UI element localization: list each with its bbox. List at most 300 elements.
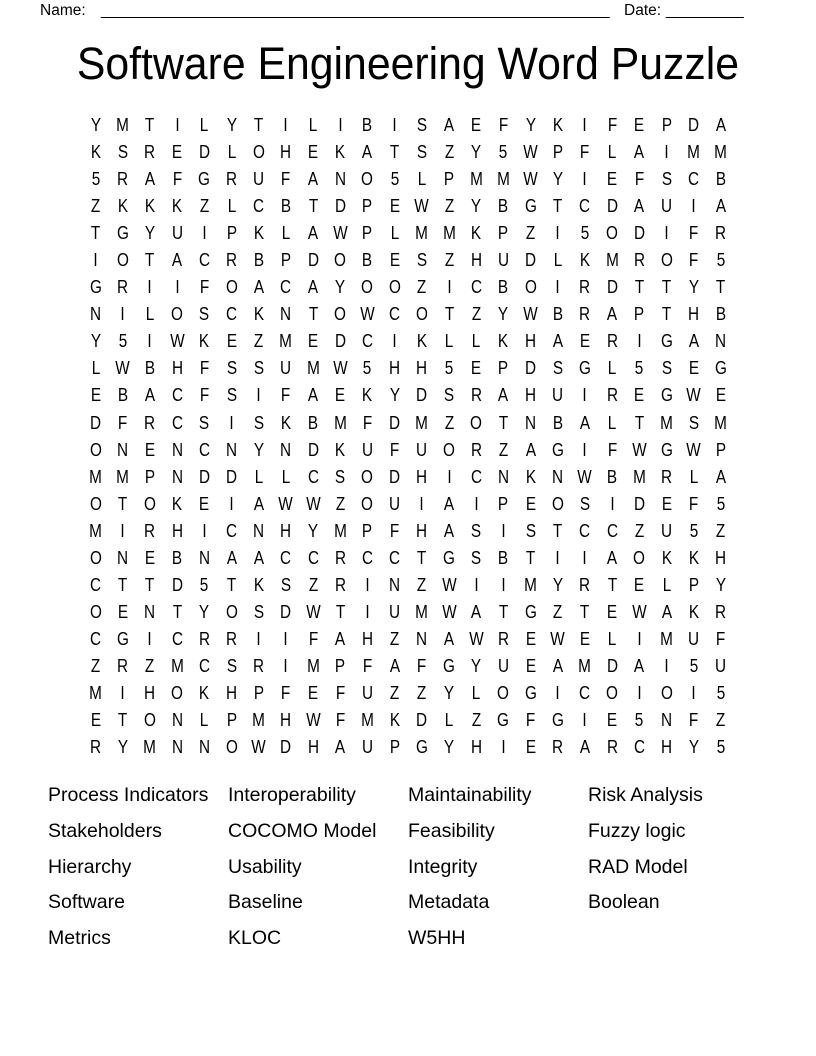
grid-letter: N <box>552 466 564 487</box>
word-list-item: Interoperability <box>228 784 356 806</box>
grid-letter: O <box>388 277 401 298</box>
grid-letter: B <box>172 547 183 568</box>
grid-letter: P <box>661 115 672 136</box>
grid-letter: N <box>144 601 156 622</box>
grid-letter: N <box>90 304 102 325</box>
grid-letter: P <box>253 683 264 703</box>
grid-letter: L <box>308 115 318 136</box>
grid-letter: G <box>551 710 564 731</box>
grid-letter: R <box>334 547 346 568</box>
grid-letter: L <box>281 466 291 487</box>
grid-letter: U <box>688 628 700 649</box>
grid-letter: I <box>582 115 588 136</box>
grid-letter: I <box>610 493 615 514</box>
word-list-column-2 <box>228 778 408 957</box>
grid-letter: D <box>171 574 183 595</box>
grid-letter: 5 <box>200 574 209 595</box>
grid-letter: W <box>550 628 566 649</box>
grid-letter: W <box>305 710 321 731</box>
grid-letter: K <box>253 574 264 595</box>
grid-letter: D <box>416 710 428 731</box>
grid-letter: D <box>90 412 102 433</box>
grid-letter: T <box>498 601 509 622</box>
grid-letter: G <box>116 628 129 649</box>
word-list-item: Stakeholders <box>48 819 162 842</box>
grid-letter: B <box>552 412 563 433</box>
grid-letter: O <box>361 466 374 487</box>
grid-letter: S <box>117 142 128 163</box>
grid-letter: O <box>225 737 238 758</box>
grid-letter: E <box>525 655 536 676</box>
grid-letter: M <box>660 628 673 649</box>
grid-letter: I <box>555 547 560 568</box>
grid-letter: A <box>443 115 455 136</box>
grid-letter: H <box>144 683 156 703</box>
grid-letter: N <box>171 439 183 460</box>
grid-letter: R <box>334 574 346 595</box>
grid-letter: W <box>360 304 375 325</box>
grid-letter: D <box>198 466 210 487</box>
grid-letter: F <box>362 655 373 676</box>
grid-letter: D <box>389 412 401 433</box>
grid-letter: Y <box>471 655 482 676</box>
grid-letter: M <box>279 331 293 352</box>
grid-letter: 5 <box>635 358 644 379</box>
grid-letter: E <box>634 574 645 595</box>
grid-letter: S <box>552 358 563 379</box>
grid-letter: K <box>199 683 210 703</box>
grid-letter: I <box>365 574 370 595</box>
grid-letter: M <box>252 710 266 731</box>
grid-letter: C <box>633 737 645 758</box>
grid-letter: A <box>144 169 156 190</box>
grid-letter: O <box>361 493 374 514</box>
grid-letter: A <box>335 737 346 758</box>
grid-letter: O <box>144 493 156 514</box>
grid-letter: N <box>198 737 210 758</box>
grid-letter: F <box>281 385 291 406</box>
grid-letter: E <box>389 196 400 217</box>
grid-letter: I <box>229 412 234 433</box>
grid-letter: L <box>553 250 563 271</box>
grid-letter: S <box>688 412 699 433</box>
grid-letter: L <box>444 710 454 731</box>
grid-letter: U <box>253 169 265 190</box>
grid-letter: Y <box>90 115 101 136</box>
grid-letter: C <box>579 196 591 217</box>
grid-letter: K <box>335 142 346 163</box>
grid-letter: Z <box>389 628 400 649</box>
grid-letter: U <box>715 655 727 676</box>
grid-letter: S <box>253 412 264 433</box>
grid-letter: M <box>415 601 429 622</box>
grid-letter: A <box>253 547 264 568</box>
grid-letter: R <box>715 601 727 622</box>
grid-letter: G <box>116 223 129 244</box>
grid-letter: O <box>361 169 374 190</box>
grid-letter: U <box>389 493 401 514</box>
grid-letter: S <box>280 574 292 595</box>
grid-letter: O <box>89 547 102 568</box>
grid-letter: A <box>362 142 373 163</box>
grid-letter: R <box>117 169 129 190</box>
grid-letter: U <box>361 737 373 758</box>
grid-letter: S <box>471 520 482 541</box>
grid-letter: Y <box>552 574 563 595</box>
grid-letter: K <box>661 547 672 568</box>
grid-letter: S <box>253 601 264 622</box>
grid-letter: O <box>144 710 156 731</box>
grid-letter: S <box>226 358 237 379</box>
grid-letter: M <box>306 655 320 676</box>
grid-letter: C <box>171 385 183 406</box>
grid-letter: N <box>171 737 183 758</box>
grid-letter: E <box>471 115 482 136</box>
grid-letter: 5 <box>91 169 100 190</box>
grid-letter: R <box>144 412 156 433</box>
grid-letter: 5 <box>689 520 698 541</box>
grid-letter: A <box>661 601 672 622</box>
grid-letter: F <box>498 115 509 136</box>
grid-letter: R <box>606 385 618 406</box>
grid-letter: O <box>551 493 564 514</box>
grid-letter: K <box>362 385 373 406</box>
grid-letter: I <box>582 169 588 190</box>
grid-letter: P <box>498 493 509 514</box>
grid-letter: S <box>335 466 346 487</box>
grid-letter: B <box>498 547 509 568</box>
grid-letter: N <box>117 439 129 460</box>
word-list-item: Process Indicators <box>48 784 209 806</box>
grid-letter: I <box>202 520 207 541</box>
grid-letter: T <box>525 547 536 568</box>
grid-letter: D <box>606 196 618 217</box>
grid-letter: H <box>280 520 292 541</box>
grid-letter: P <box>280 250 292 271</box>
grid-letter: W <box>115 358 131 379</box>
grid-letter: G <box>714 358 727 379</box>
grid-letter: Y <box>688 737 699 758</box>
word-list-item: W5HH <box>408 927 466 950</box>
grid-letter: T <box>254 115 264 136</box>
grid-letter: M <box>578 655 592 676</box>
grid-letter: Y <box>443 683 455 703</box>
grid-letter: I <box>664 655 669 676</box>
grid-letter: L <box>227 142 236 163</box>
grid-letter: D <box>688 115 700 136</box>
grid-letter: I <box>120 683 125 703</box>
grid-letter: R <box>579 304 591 325</box>
grid-letter: T <box>308 304 318 325</box>
grid-letter: R <box>117 655 129 676</box>
word-list-item: Fuzzy logic <box>588 819 686 842</box>
grid-letter: C <box>361 547 373 568</box>
grid-letter: Y <box>253 439 264 460</box>
grid-letter: F <box>634 169 645 190</box>
word-list-item: Feasibility <box>408 819 495 842</box>
grid-letter: G <box>579 358 591 379</box>
grid-letter: L <box>444 331 454 352</box>
grid-letter: H <box>416 520 428 541</box>
grid-letter: H <box>280 142 292 163</box>
grid-letter: P <box>362 223 373 244</box>
grid-letter: A <box>688 331 699 352</box>
word-list-column-4 <box>588 778 768 957</box>
grid-letter: L <box>607 412 617 433</box>
grid-letter: M <box>333 412 347 433</box>
grid-letter: R <box>198 628 210 649</box>
grid-letter: C <box>226 520 238 541</box>
grid-letter: F <box>716 628 726 649</box>
grid-letter: E <box>471 358 482 379</box>
grid-letter: R <box>117 277 129 298</box>
grid-letter: T <box>634 277 645 298</box>
grid-letter: C <box>90 574 102 595</box>
grid-letter: O <box>89 493 102 514</box>
grid-letter: W <box>523 304 538 325</box>
grid-letter: U <box>361 683 373 703</box>
grid-letter: K <box>416 331 427 352</box>
grid-letter: D <box>334 196 346 217</box>
grid-letter: 5 <box>118 331 128 352</box>
grid-letter: A <box>607 547 618 568</box>
grid-letter: W <box>333 223 348 244</box>
grid-letter: E <box>307 142 319 163</box>
grid-letter: I <box>582 547 588 568</box>
grid-letter: K <box>199 331 210 352</box>
grid-letter: R <box>253 655 265 676</box>
grid-letter: W <box>632 601 647 622</box>
grid-letter: T <box>498 412 509 433</box>
grid-letter: M <box>89 683 102 703</box>
grid-letter: I <box>392 115 397 136</box>
grid-letter: Z <box>335 493 345 514</box>
grid-letter: A <box>715 115 727 136</box>
grid-letter: D <box>606 655 618 676</box>
grid-letter: M <box>116 115 130 136</box>
grid-letter: W <box>441 601 457 622</box>
grid-letter: E <box>688 358 699 379</box>
grid-letter: Z <box>716 710 726 731</box>
grid-letter: W <box>305 601 321 622</box>
grid-letter: Z <box>444 250 454 271</box>
word-list-item: Usability <box>228 855 302 878</box>
grid-letter: C <box>470 277 482 298</box>
grid-letter: R <box>579 574 591 595</box>
grid-letter: S <box>199 304 210 325</box>
grid-letter: G <box>551 439 564 460</box>
grid-letter: I <box>120 304 125 325</box>
grid-letter: O <box>470 412 483 433</box>
grid-letter: F <box>580 142 590 163</box>
grid-letter: C <box>470 466 482 487</box>
grid-letter: N <box>280 304 292 325</box>
grid-letter: Z <box>444 196 454 217</box>
grid-letter: A <box>634 655 645 676</box>
grid-letter: T <box>553 520 563 541</box>
grid-letter: A <box>579 412 591 433</box>
grid-letter: O <box>116 250 129 271</box>
grid-letter: W <box>686 439 701 460</box>
grid-letter: L <box>200 115 209 136</box>
grid-letter: E <box>607 169 618 190</box>
grid-letter: O <box>252 142 265 163</box>
grid-letter: F <box>607 115 617 136</box>
grid-letter: N <box>497 466 509 487</box>
grid-letter: D <box>525 358 537 379</box>
grid-letter: F <box>118 412 128 433</box>
grid-letter: K <box>552 115 563 136</box>
grid-letter: L <box>607 142 617 163</box>
grid-letter: A <box>389 655 400 676</box>
grid-letter: P <box>335 655 346 676</box>
word-list-item: Hierarchy <box>48 855 132 878</box>
grid-letter: I <box>283 655 289 676</box>
grid-letter: Z <box>417 683 427 703</box>
grid-letter: Y <box>117 737 128 758</box>
grid-letter: Y <box>471 196 482 217</box>
grid-letter: M <box>442 223 456 244</box>
grid-letter: T <box>118 493 128 514</box>
grid-letter: E <box>661 493 672 514</box>
grid-letter: R <box>606 331 618 352</box>
grid-letter: B <box>715 304 727 325</box>
grid-letter: I <box>582 385 588 406</box>
grid-letter: Z <box>525 223 536 244</box>
grid-letter: C <box>226 304 238 325</box>
grid-letter: I <box>501 520 506 541</box>
grid-letter: D <box>307 439 319 460</box>
grid-letter: 5 <box>363 358 372 379</box>
grid-letter: D <box>280 601 292 622</box>
grid-letter: P <box>226 710 237 731</box>
grid-letter: W <box>278 493 294 514</box>
grid-letter: E <box>172 142 183 163</box>
grid-letter: I <box>147 331 153 352</box>
grid-letter: I <box>555 683 560 703</box>
grid-letter: D <box>633 493 645 514</box>
grid-letter: I <box>637 628 642 649</box>
grid-letter: I <box>664 142 669 163</box>
grid-letter: M <box>415 412 429 433</box>
grid-letter: W <box>523 169 538 190</box>
grid-letter: D <box>416 385 428 406</box>
grid-letter: Z <box>145 655 155 676</box>
grid-letter: I <box>446 466 452 487</box>
grid-letter: C <box>198 655 210 676</box>
grid-letter: Z <box>716 520 726 541</box>
grid-letter: U <box>552 385 564 406</box>
grid-letter: R <box>497 628 509 649</box>
grid-letter: K <box>688 601 699 622</box>
grid-letter: F <box>389 520 400 541</box>
grid-letter: S <box>525 520 536 541</box>
grid-letter: T <box>580 601 590 622</box>
grid-letter: I <box>147 277 153 298</box>
grid-letter: R <box>661 466 673 487</box>
grid-letter: A <box>253 277 264 298</box>
grid-letter: 5 <box>390 169 399 190</box>
grid-letter: L <box>689 466 698 487</box>
word-list-item: Baseline <box>228 891 303 914</box>
grid-letter: Z <box>389 683 400 703</box>
grid-letter: A <box>226 547 237 568</box>
grid-letter: A <box>307 223 319 244</box>
grid-letter: N <box>661 710 673 731</box>
grid-letter: Y <box>498 304 509 325</box>
grid-letter: O <box>361 277 374 298</box>
grid-letter: U <box>497 655 509 676</box>
grid-letter: M <box>714 412 728 433</box>
grid-letter: M <box>524 574 537 595</box>
word-list-item: Metadata <box>408 891 490 914</box>
grid-letter: W <box>251 737 266 758</box>
grid-letter: R <box>90 737 102 758</box>
grid-letter: I <box>365 601 370 622</box>
grid-letter: D <box>633 223 645 244</box>
grid-letter: Y <box>552 169 563 190</box>
grid-letter: E <box>579 628 591 649</box>
grid-letter: N <box>171 710 183 731</box>
grid-letter: E <box>389 250 400 271</box>
grid-letter: H <box>226 683 238 703</box>
grid-letter: O <box>606 223 619 244</box>
grid-letter: C <box>253 196 265 217</box>
word-list-item: KLOC <box>228 927 282 950</box>
grid-letter: A <box>607 304 618 325</box>
grid-letter: P <box>552 142 563 163</box>
grid-letter: M <box>361 710 374 731</box>
grid-letter: B <box>307 412 319 433</box>
grid-letter: A <box>443 520 455 541</box>
grid-letter: C <box>280 277 292 298</box>
grid-letter: S <box>416 115 427 136</box>
grid-letter: Y <box>688 277 699 298</box>
grid-letter: O <box>171 304 184 325</box>
grid-letter: E <box>90 710 101 731</box>
grid-letter: H <box>416 358 428 379</box>
grid-letter: M <box>333 520 347 541</box>
grid-letter: C <box>307 466 319 487</box>
grid-letter: E <box>634 115 645 136</box>
grid-letter: G <box>443 547 455 568</box>
grid-letter: I <box>419 493 424 514</box>
grid-letter: H <box>361 628 373 649</box>
grid-letter: I <box>93 250 98 271</box>
grid-letter: M <box>116 466 130 487</box>
grid-letter: F <box>362 412 373 433</box>
grid-letter: E <box>307 683 319 703</box>
grid-letter: Y <box>144 223 156 244</box>
grid-letter: K <box>579 250 591 271</box>
grid-letter: F <box>281 683 291 703</box>
grid-letter: Z <box>199 196 210 217</box>
grid-letter: F <box>335 710 345 731</box>
grid-letter: N <box>253 520 265 541</box>
grid-letter: I <box>691 683 696 703</box>
grid-letter: C <box>389 547 401 568</box>
grid-letter: Z <box>90 196 101 217</box>
grid-letter: C <box>90 628 102 649</box>
grid-letter: F <box>199 277 210 298</box>
grid-letter: L <box>145 304 155 325</box>
grid-letter: C <box>280 547 292 568</box>
grid-letter: M <box>469 169 483 190</box>
grid-letter: D <box>606 277 618 298</box>
grid-letter: G <box>524 683 537 703</box>
word-list-column-1 <box>48 778 228 957</box>
grid-letter: F <box>389 439 400 460</box>
